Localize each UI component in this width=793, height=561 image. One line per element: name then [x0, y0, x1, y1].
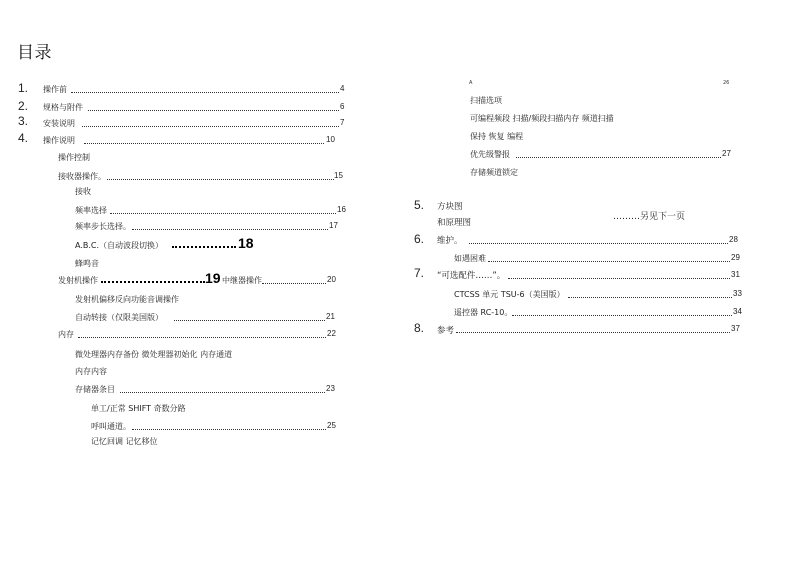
section-number: 6. — [414, 232, 425, 246]
leader-dots — [508, 278, 730, 279]
toc-entry-label: 如遇困难 — [454, 254, 486, 263]
toc-entry-label: 存储器条目 — [75, 385, 115, 394]
toc-entry-label: 呼叫通道。 — [91, 422, 131, 431]
section-number: 1. — [18, 81, 29, 95]
page-number: 23 — [326, 384, 335, 393]
header-mark: A — [469, 80, 473, 86]
toc-entry-label: 内存内容 — [75, 367, 107, 376]
page-number: 18 — [238, 235, 254, 251]
toc-entry-label: 方块图 — [437, 202, 463, 212]
page-number: 6 — [340, 102, 345, 111]
toc-entry-label: 操作说明 — [43, 136, 75, 145]
toc-entry-label: 规格与附件 — [43, 103, 83, 112]
toc-entry-label: 单工/正常 SHIFT 奇数分路 — [91, 404, 186, 413]
page-number: 27 — [722, 149, 731, 158]
page-number: 28 — [729, 235, 738, 244]
toc-entry-label: 蜂鸣音 — [75, 259, 99, 268]
header-mark: 26 — [723, 80, 730, 86]
section-number: 5. — [414, 198, 425, 212]
leader-dots — [101, 281, 205, 283]
toc-entry-label: 参考 — [437, 326, 455, 336]
page-number: 15 — [334, 171, 343, 180]
toc-entry-label: 维护。 — [437, 236, 463, 246]
toc-entry-label: 中继器操作 — [222, 276, 262, 285]
page-number: 21 — [326, 312, 335, 321]
toc-entry-label: 操作控制 — [58, 153, 90, 162]
page-number: 4 — [340, 84, 345, 93]
toc-entry-label: 记忆回调 记忆移位 — [91, 437, 158, 446]
section-number: 2. — [18, 99, 29, 113]
leader-dots — [469, 243, 728, 244]
page-number: 29 — [731, 253, 740, 262]
leader-dots — [120, 392, 325, 393]
page-number: 10 — [326, 135, 335, 144]
toc-entry-label: 扫描选项 — [470, 96, 502, 105]
page-number: 22 — [327, 329, 336, 338]
leader-dots — [78, 337, 326, 338]
leader-dots — [488, 261, 730, 262]
leader-dots — [456, 332, 730, 333]
toc-entry-label: 安装说明 — [43, 119, 75, 128]
toc-entry-label: “可选配件……”。 — [437, 271, 506, 281]
see-next-page-note: ………另见下一页 — [613, 212, 686, 222]
toc-entry-label: 频率选择 — [75, 206, 107, 215]
toc-entry-label: 和原理图 — [437, 218, 472, 228]
toc-entry-label: 可编程频段 扫描/频段扫描内存 频道扫描 — [470, 114, 614, 123]
toc-entry-label: 发射机偏移反向功能音调操作 — [75, 295, 179, 304]
toc-entry-label: 接收器操作。 — [58, 172, 106, 181]
toc-entry-label: A.B.C.（自动波段切换） — [75, 241, 164, 250]
page-number: 19 — [205, 270, 221, 286]
toc-entry-label: 操作前 — [43, 85, 67, 94]
leader-dots — [110, 213, 336, 214]
section-number: 7. — [414, 266, 425, 280]
toc-entry-label: 发射机操作 — [58, 276, 98, 285]
page-number: 16 — [337, 205, 346, 214]
toc-entry-label: CTCSS 单元 TSU-6（美国版） — [454, 290, 565, 299]
leader-dots — [71, 92, 339, 93]
page-number: 7 — [340, 118, 345, 127]
leader-dots — [132, 229, 328, 230]
leader-dots — [512, 315, 732, 316]
toc-entry-label: 存储频道锁定 — [470, 168, 518, 177]
leader-dots — [107, 179, 334, 180]
toc-entry-label: 接收 — [75, 187, 91, 196]
page-title: 目录 — [17, 43, 52, 63]
toc-entry-label: 遥控器 RC-10。 — [454, 308, 513, 317]
section-number: 4. — [18, 131, 29, 145]
page-number: 31 — [731, 270, 740, 279]
page-number: 34 — [733, 307, 742, 316]
toc-entry-label: 优先级警报 — [470, 150, 510, 159]
toc-entry-label: 微处理器内存备份 微处理器初始化 内存通道 — [75, 350, 233, 359]
leader-dots — [174, 320, 325, 321]
page-number: 17 — [329, 221, 338, 230]
page-number: 37 — [731, 324, 740, 333]
page-number: 20 — [327, 275, 336, 284]
leader-dots — [172, 246, 236, 248]
leader-dots — [262, 283, 326, 284]
section-number: 8. — [414, 321, 425, 335]
page-number: 33 — [733, 289, 742, 298]
leader-dots — [516, 157, 721, 158]
page-number: 25 — [327, 421, 336, 430]
leader-dots — [88, 110, 339, 111]
toc-entry-label: 内存 — [58, 330, 74, 339]
leader-dots — [84, 143, 324, 144]
section-number: 3. — [18, 114, 29, 128]
toc-entry-label: 自动转接（仅限美国版） — [75, 313, 163, 322]
toc-entry-label: 频率步长选择。 — [75, 222, 131, 231]
leader-dots — [132, 429, 326, 430]
leader-dots — [82, 126, 339, 127]
toc-entry-label: 保持 恢复 编程 — [470, 132, 524, 141]
leader-dots — [568, 297, 732, 298]
